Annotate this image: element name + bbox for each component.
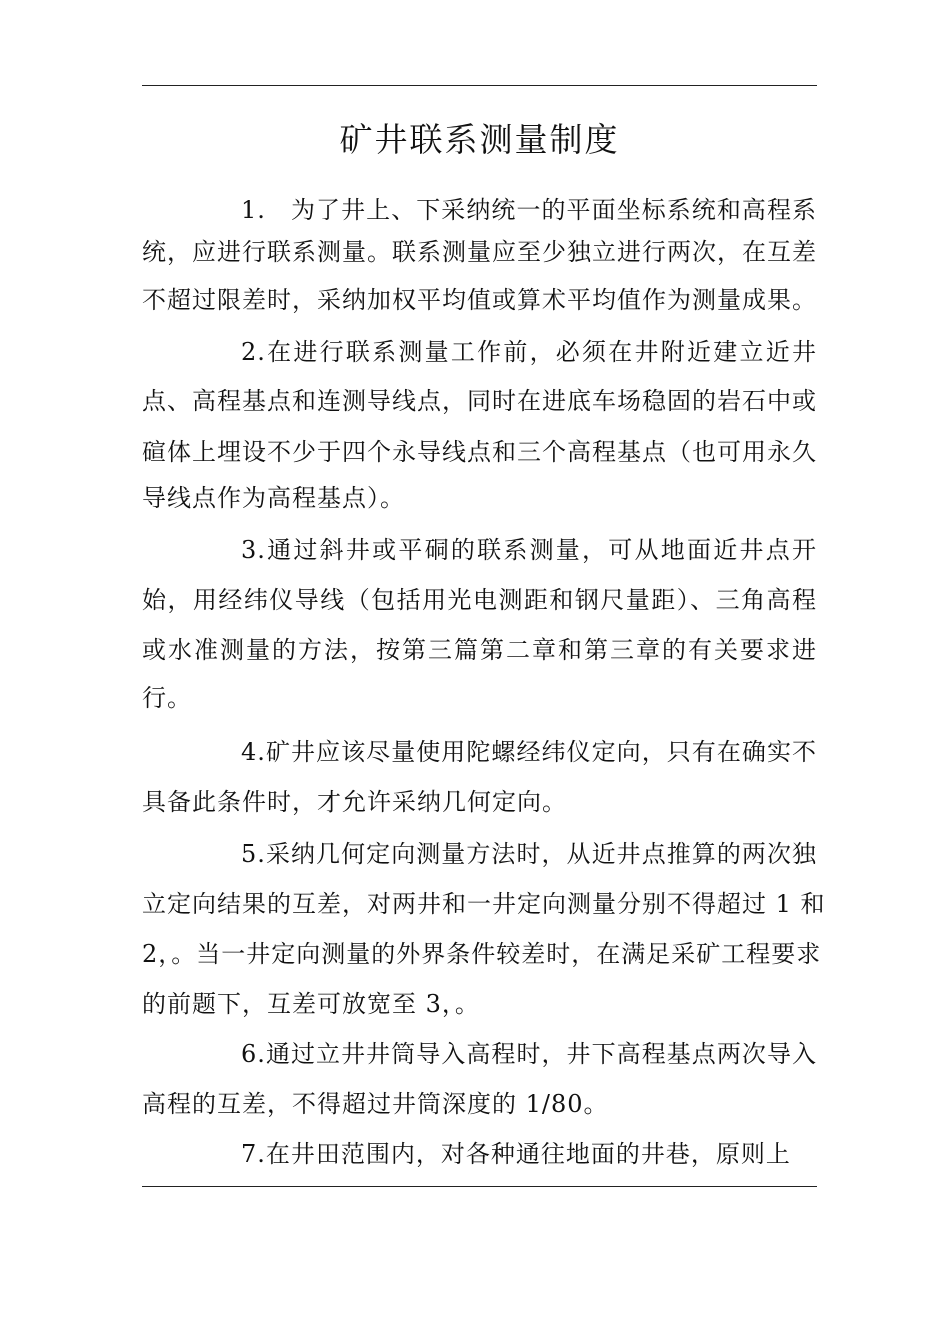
- paragraph-5-line-1: 5.采纳几何定向测量方法时，从近井点推算的两次独: [241, 840, 817, 868]
- paragraph-2-line-4: 导线点作为高程基点）。: [142, 484, 405, 512]
- paragraph-1-line-3: 不超过限差时，采纳加权平均值或算术平均值作为测量成果。: [142, 286, 817, 314]
- paragraph-5-line-3: 2，。当一井定向测量的外界条件较差时，在满足采矿工程要求: [142, 940, 822, 968]
- document-title: 矿井联系测量制度: [339, 120, 620, 159]
- paragraph-4-line-1: 4.矿井应该尽量使用陀螺经纬仪定向，只有在确实不: [241, 738, 817, 766]
- paragraph-2-line-2: 点、高程基点和连测导线点，同时在进底车场稳固的岩石中或: [142, 387, 817, 415]
- paragraph-6-line-1: 6.通过立井井筒导入高程时，井下高程基点两次导入: [241, 1040, 817, 1068]
- paragraph-4-line-2: 具备此条件时，才允许采纳几何定向。: [142, 788, 567, 816]
- paragraph-5-line-2: 立定向结果的互差，对两井和一井定向测量分别不得超过 1 和: [142, 890, 826, 918]
- footer-rule: [142, 1186, 817, 1187]
- paragraph-5-line-4: 的前题下，互差可放宽至 3，。: [142, 990, 480, 1018]
- header-rule: [142, 85, 817, 86]
- paragraph-1-line-1: 1. 为了井上、下采纳统一的平面坐标系统和高程系: [241, 196, 817, 224]
- paragraph-2-line-1: 2.在进行联系测量工作前，必须在井附近建立近井: [241, 338, 817, 366]
- paragraph-2-line-3: 碹体上埋设不少于四个永导线点和三个高程基点（也可用永久: [142, 438, 817, 466]
- paragraph-3-line-4: 行。: [142, 684, 192, 712]
- paragraph-6-line-2: 高程的互差，不得超过井筒深度的 1/80。: [142, 1090, 609, 1118]
- paragraph-1-line-2: 统，应进行联系测量。联系测量应至少独立进行两次，在互差: [142, 238, 817, 266]
- paragraph-3-line-2: 始，用经纬仪导线（包括用光电测距和钢尺量距）、三角高程: [142, 586, 817, 614]
- paragraph-3-line-3: 或水准测量的方法，按第三篇第二章和第三章的有关要求进: [142, 636, 817, 664]
- paragraph-7-line-1: 7.在井田范围内，对各种通往地面的井巷，原则上: [241, 1140, 791, 1168]
- paragraph-3-line-1: 3.通过斜井或平硐的联系测量，可从地面近井点开: [241, 536, 817, 564]
